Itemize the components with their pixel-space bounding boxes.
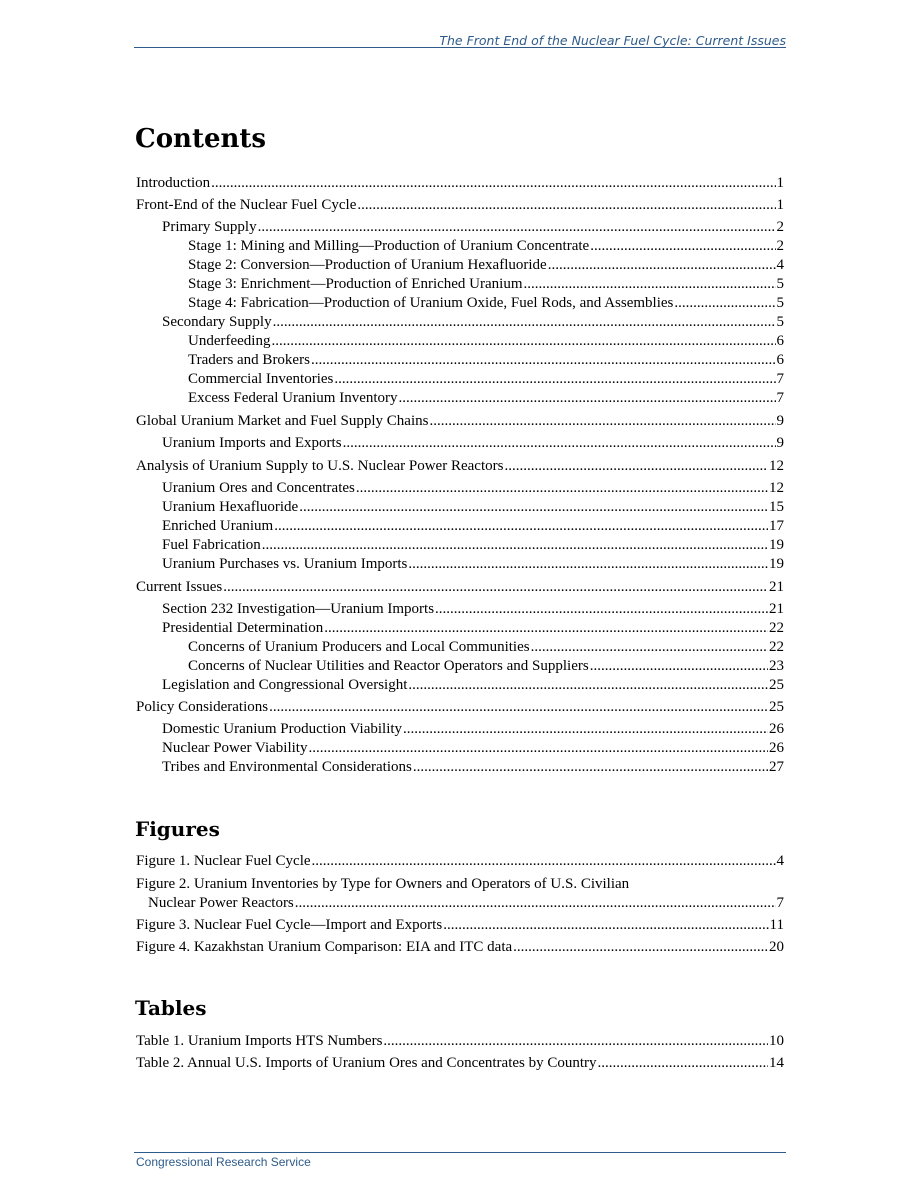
toc-entry-page: 9 (776, 435, 784, 451)
toc-entry-page: 22 (769, 620, 784, 636)
toc-entry-page: 2 (776, 219, 784, 235)
toc-entry-label: Primary Supply (162, 219, 257, 235)
toc-entry-label: Global Uranium Market and Fuel Supply Chains (136, 413, 429, 429)
dot-leader (399, 389, 776, 408)
dot-leader (271, 332, 775, 351)
toc-entry-label: Underfeeding (188, 333, 271, 349)
toc-entry-page: 9 (776, 413, 784, 429)
toc-entry[interactable] (136, 498, 784, 517)
dot-leader (513, 938, 768, 957)
toc-entry[interactable] (136, 852, 784, 871)
toc-entry-page: 20 (769, 939, 784, 955)
dot-leader (590, 237, 775, 256)
dot-leader (295, 894, 776, 913)
dot-leader (311, 351, 776, 370)
toc-entry-label: Uranium Ores and Concentrates (162, 480, 355, 496)
toc-entry-page: 7 (776, 390, 784, 406)
dot-leader (674, 294, 775, 313)
toc-entry-label: Policy Considerations (136, 699, 269, 715)
toc-entry[interactable] (136, 412, 784, 431)
toc-entry[interactable] (136, 313, 784, 332)
toc-entry-page: 22 (769, 639, 784, 655)
toc-entry[interactable] (136, 938, 784, 957)
header-title: The Front End of the Nuclear Fuel Cycle: Current Issues (439, 33, 786, 48)
dot-leader (598, 1054, 768, 1073)
footer-text: Congressional Research Service (136, 1155, 311, 1169)
toc-entry-label: Traders and Brokers (188, 352, 310, 368)
toc-entry-page: 17 (769, 518, 784, 534)
toc-entry[interactable] (136, 1032, 784, 1051)
toc-entry-label: Table 1. Uranium Imports HTS Numbers (136, 1033, 383, 1049)
toc-entry[interactable] (136, 657, 784, 676)
toc-entry-page: 4 (776, 257, 784, 273)
toc-entry-page: 5 (776, 295, 784, 311)
toc-entry-label: Current Issues (136, 579, 223, 595)
toc-entry-label: Front-End of the Nuclear Fuel Cycle (136, 197, 357, 213)
toc-entry-label: Secondary Supply (162, 314, 272, 330)
toc-entry-page: 12 (769, 480, 784, 496)
toc-entry-label: Uranium Imports and Exports (162, 435, 342, 451)
contents-heading: Contents (135, 124, 267, 154)
toc-entry-label: Presidential Determination (162, 620, 324, 636)
dot-leader (524, 275, 776, 294)
toc-entry[interactable] (136, 256, 784, 275)
dot-leader (334, 370, 775, 389)
dot-leader (504, 457, 768, 476)
toc-entry-label: Fuel Fabrication (162, 537, 261, 553)
dot-leader (443, 916, 768, 935)
dot-leader (413, 758, 768, 777)
dot-leader (403, 720, 768, 739)
toc-entry-page: 11 (769, 917, 784, 933)
dot-leader (269, 698, 768, 717)
toc-entry[interactable] (136, 389, 784, 408)
toc-entry[interactable] (136, 758, 784, 777)
toc-entry[interactable] (136, 517, 784, 536)
header-rule (134, 47, 786, 48)
dot-leader (429, 412, 775, 431)
toc-entry-page: 19 (769, 556, 784, 572)
toc-entry-page: 7 (776, 371, 784, 387)
toc-entry-page: 14 (769, 1055, 784, 1071)
toc-entry-label: Table 2. Annual U.S. Imports of Uranium Ores and Concentrates by Country (136, 1055, 597, 1071)
toc-entry-label: Section 232 Investigation—Uranium Imports (162, 601, 435, 617)
toc-entry-page: 19 (769, 537, 784, 553)
toc-entry[interactable] (136, 434, 784, 453)
dot-leader (435, 600, 768, 619)
toc-entry-page: 25 (769, 699, 784, 715)
toc-entry[interactable] (136, 275, 784, 294)
toc-entry-page: 25 (769, 677, 784, 693)
dot-leader (356, 479, 768, 498)
toc-entry-label: Figure 3. Nuclear Fuel Cycle—Import and Exports (136, 917, 443, 933)
toc-entry[interactable] (136, 916, 784, 935)
toc-entry-page: 7 (776, 895, 784, 911)
toc-entry-page: 5 (776, 314, 784, 330)
toc-entry[interactable] (136, 174, 784, 193)
toc-entry-page: 12 (769, 458, 784, 474)
toc-entry[interactable] (136, 196, 784, 215)
toc-entry[interactable] (136, 479, 784, 498)
toc-entry-page: 26 (769, 721, 784, 737)
toc-entry[interactable] (136, 457, 784, 476)
toc-entry-label: Domestic Uranium Production Viability (162, 721, 403, 737)
toc-entry[interactable] (136, 739, 784, 758)
toc-entry[interactable] (136, 600, 784, 619)
toc-entry-page: 21 (769, 579, 784, 595)
toc-entry[interactable] (136, 351, 784, 370)
toc-entry-label: Figure 4. Kazakhstan Uranium Comparison: EIA and ITC data (136, 939, 513, 955)
toc-entry-label: Excess Federal Uranium Inventory (188, 390, 398, 406)
toc-entry-label: Enriched Uranium (162, 518, 274, 534)
toc-entry-label: Stage 2: Conversion—Production of Uranium Hexafluoride (188, 257, 547, 273)
dot-leader (548, 256, 776, 275)
toc-entry-page: 6 (776, 352, 784, 368)
toc-entry[interactable] (136, 332, 784, 351)
figures-heading: Figures (135, 817, 220, 841)
dot-leader (531, 638, 768, 657)
toc-entry-label: Stage 4: Fabrication—Production of Uranium Oxide, Fuel Rods, and Assemblies (188, 295, 674, 311)
toc-entry-page: 6 (776, 333, 784, 349)
toc-entry[interactable] (136, 638, 784, 657)
toc-entry-label: Legislation and Congressional Oversight (162, 677, 408, 693)
toc-entry-page: 15 (769, 499, 784, 515)
toc-entry[interactable] (136, 370, 784, 389)
dot-leader (258, 218, 776, 237)
dot-leader (357, 196, 775, 215)
toc-entry[interactable] (136, 294, 784, 313)
footer-rule (134, 1152, 786, 1153)
dot-leader (273, 313, 776, 332)
dot-leader (262, 536, 768, 555)
dot-leader (324, 619, 768, 638)
toc-entry[interactable] (136, 555, 784, 574)
toc-entry-label: Concerns of Uranium Producers and Local Communities (188, 639, 530, 655)
toc-entry-page: 1 (776, 175, 784, 191)
toc-entry[interactable] (136, 1054, 784, 1073)
dot-leader (408, 676, 768, 695)
toc-entry-label: Stage 1: Mining and Milling—Production of Uranium Concentrate (188, 238, 590, 254)
dot-leader (308, 739, 768, 758)
toc-entry-label: Analysis of Uranium Supply to U.S. Nuclear Power Reactors (136, 458, 504, 474)
toc-entry-label: Concerns of Nuclear Utilities and Reactor Operators and Suppliers (188, 658, 589, 674)
dot-leader (590, 657, 768, 676)
dot-leader (274, 517, 768, 536)
toc-entry-label: Uranium Hexafluoride (162, 499, 299, 515)
dot-leader (312, 852, 776, 871)
toc-entry-label: Figure 1. Nuclear Fuel Cycle (136, 853, 311, 869)
toc-entry[interactable] (136, 619, 784, 638)
dot-leader (343, 434, 776, 453)
toc-entry-label: Uranium Purchases vs. Uranium Imports (162, 556, 408, 572)
toc-entry-page: 27 (769, 759, 784, 775)
toc-entry[interactable] (136, 237, 784, 256)
toc-entry-label: Stage 3: Enrichment—Production of Enriched Uranium (188, 276, 523, 292)
toc-entry-page: 5 (776, 276, 784, 292)
toc-entry[interactable] (136, 698, 784, 717)
toc-entry[interactable] (136, 720, 784, 739)
dot-leader (383, 1032, 768, 1051)
toc-entry-label-continued: Nuclear Power Reactors (148, 895, 294, 911)
toc-entry-page: 2 (776, 238, 784, 254)
toc-entry[interactable] (136, 875, 784, 915)
toc-entry-page: 1 (776, 197, 784, 213)
toc-entry-page: 21 (769, 601, 784, 617)
toc-entry[interactable] (136, 578, 784, 597)
toc-entry-page: 23 (769, 658, 784, 674)
toc-entry-label: Introduction (136, 175, 211, 191)
dot-leader (223, 578, 768, 597)
toc-entry[interactable] (136, 536, 784, 555)
dot-leader (299, 498, 768, 517)
toc-entry-page: 26 (769, 740, 784, 756)
toc-entry-label: Nuclear Power Viability (162, 740, 308, 756)
toc-entry[interactable] (136, 218, 784, 237)
dot-leader (211, 174, 775, 193)
dot-leader (408, 555, 768, 574)
toc-entry-label: Commercial Inventories (188, 371, 334, 387)
toc-entry-page: 4 (776, 853, 784, 869)
toc-entry[interactable] (136, 676, 784, 695)
toc-entry-label: Figure 2. Uranium Inventories by Type for Owners and Operators of U.S. Civilian (136, 876, 630, 892)
toc-entry-label: Tribes and Environmental Considerations (162, 759, 412, 775)
toc-entry-page: 10 (769, 1033, 784, 1049)
tables-heading: Tables (135, 996, 207, 1020)
